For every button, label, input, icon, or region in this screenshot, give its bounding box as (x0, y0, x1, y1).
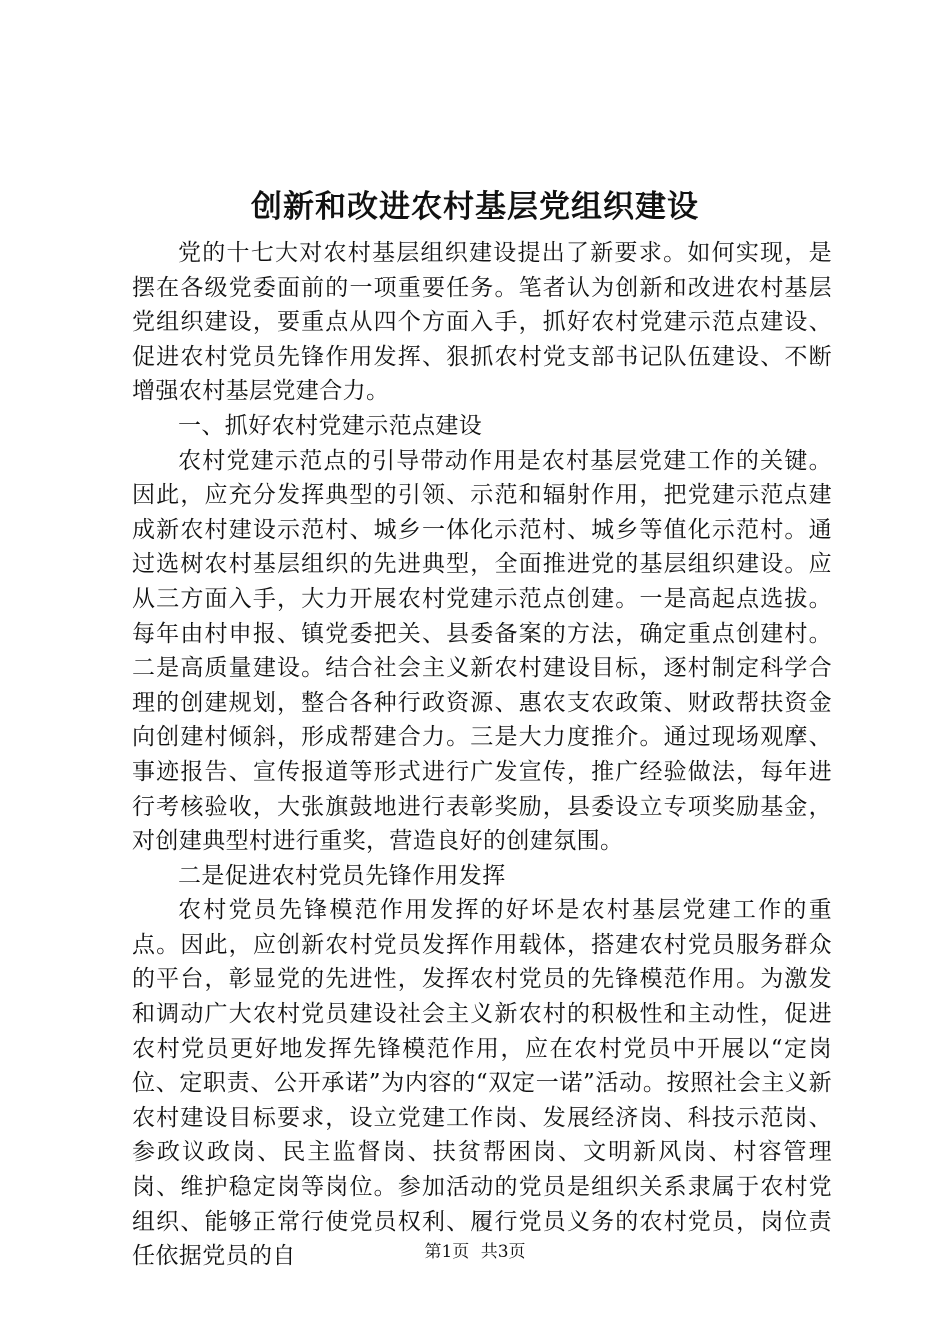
page-footer (0, 1240, 950, 1264)
page-total: 共3页 (480, 1242, 526, 1262)
body-paragraph: 党的十七大对农村基层组织建设提出了新要求。如何实现，是摆在各级党委面前的一项重要任务。笔者认为创新和改进农村基层党组织建设，要重点从四个方面入手，抓好农村党建示范点建设、促进农村党员先锋作用发挥、狠抓农村党支部书记队伍建设、不断增强农村基层党建合力。 (132, 240, 832, 405)
section-heading: 二是促进农村党员先锋作用发挥 (178, 862, 506, 889)
document-title: 创新和改进农村基层党组织建设 (251, 189, 699, 225)
section-heading: 一、抓好农村党建示范点建设 (178, 412, 483, 439)
page-number: 第1页 (424, 1242, 470, 1262)
document-body (132, 236, 832, 1274)
body-paragraph: 农村党员先锋模范作用发挥的好坏是农村基层党建工作的重点。因此，应创新农村党员发挥作用载体，搭建农村党员服务群众的平台，彰显党的先进性，发挥农村党员的先锋模范作用。为激发和调动广大农村党员建设社会主义新农村的积极性和主动性，促进农村党员更好地发挥先锋模范作用，应在农村党员中开展以“定岗位、定职责、公开承诺”为内容的“双定一诺”活动。按照社会主义新农村建设目标要求，设立党建工作岗、发展经济岗、科技示范岗、参政议政岗、民主监督岗、扶贫帮困岗、文明新风岗、村容管理岗、维护稳定岗等岗位。参加活动的党员是组织关系隶属于农村党组织、能够正常行使党员权利、履行党员义务的农村党员，岗位责任依据党员的自 (132, 897, 832, 1270)
body-paragraph: 农村党建示范点的引导带动作用是农村基层党建工作的关键。因此，应充分发挥典型的引领、示范和辐射作用，把党建示范点建成新农村建设示范村、城乡一体化示范村、城乡等值化示范村。通过选树农村基层组织的先进典型，全面推进党的基层组织建设。应从三方面入手，大力开展农村党建示范点创建。一是高起点选拔。每年由村申报、镇党委把关、县委备案的方法，确定重点创建村。二是高质量建设。结合社会主义新农村建设目标，逐村制定科学合理的创建规划，整合各种行政资源、惠农支农政策、财政帮扶资金向创建村倾斜，形成帮建合力。三是大力度推介。通过现场观摩、事迹报告、宣传报道等形式进行广发宣传，推广经验做法，每年进行考核验收，大张旗鼓地进行表彰奖励，县委设立专项奖励基金，对创建典型村进行重奖，营造良好的创建氛围。 (132, 447, 832, 855)
